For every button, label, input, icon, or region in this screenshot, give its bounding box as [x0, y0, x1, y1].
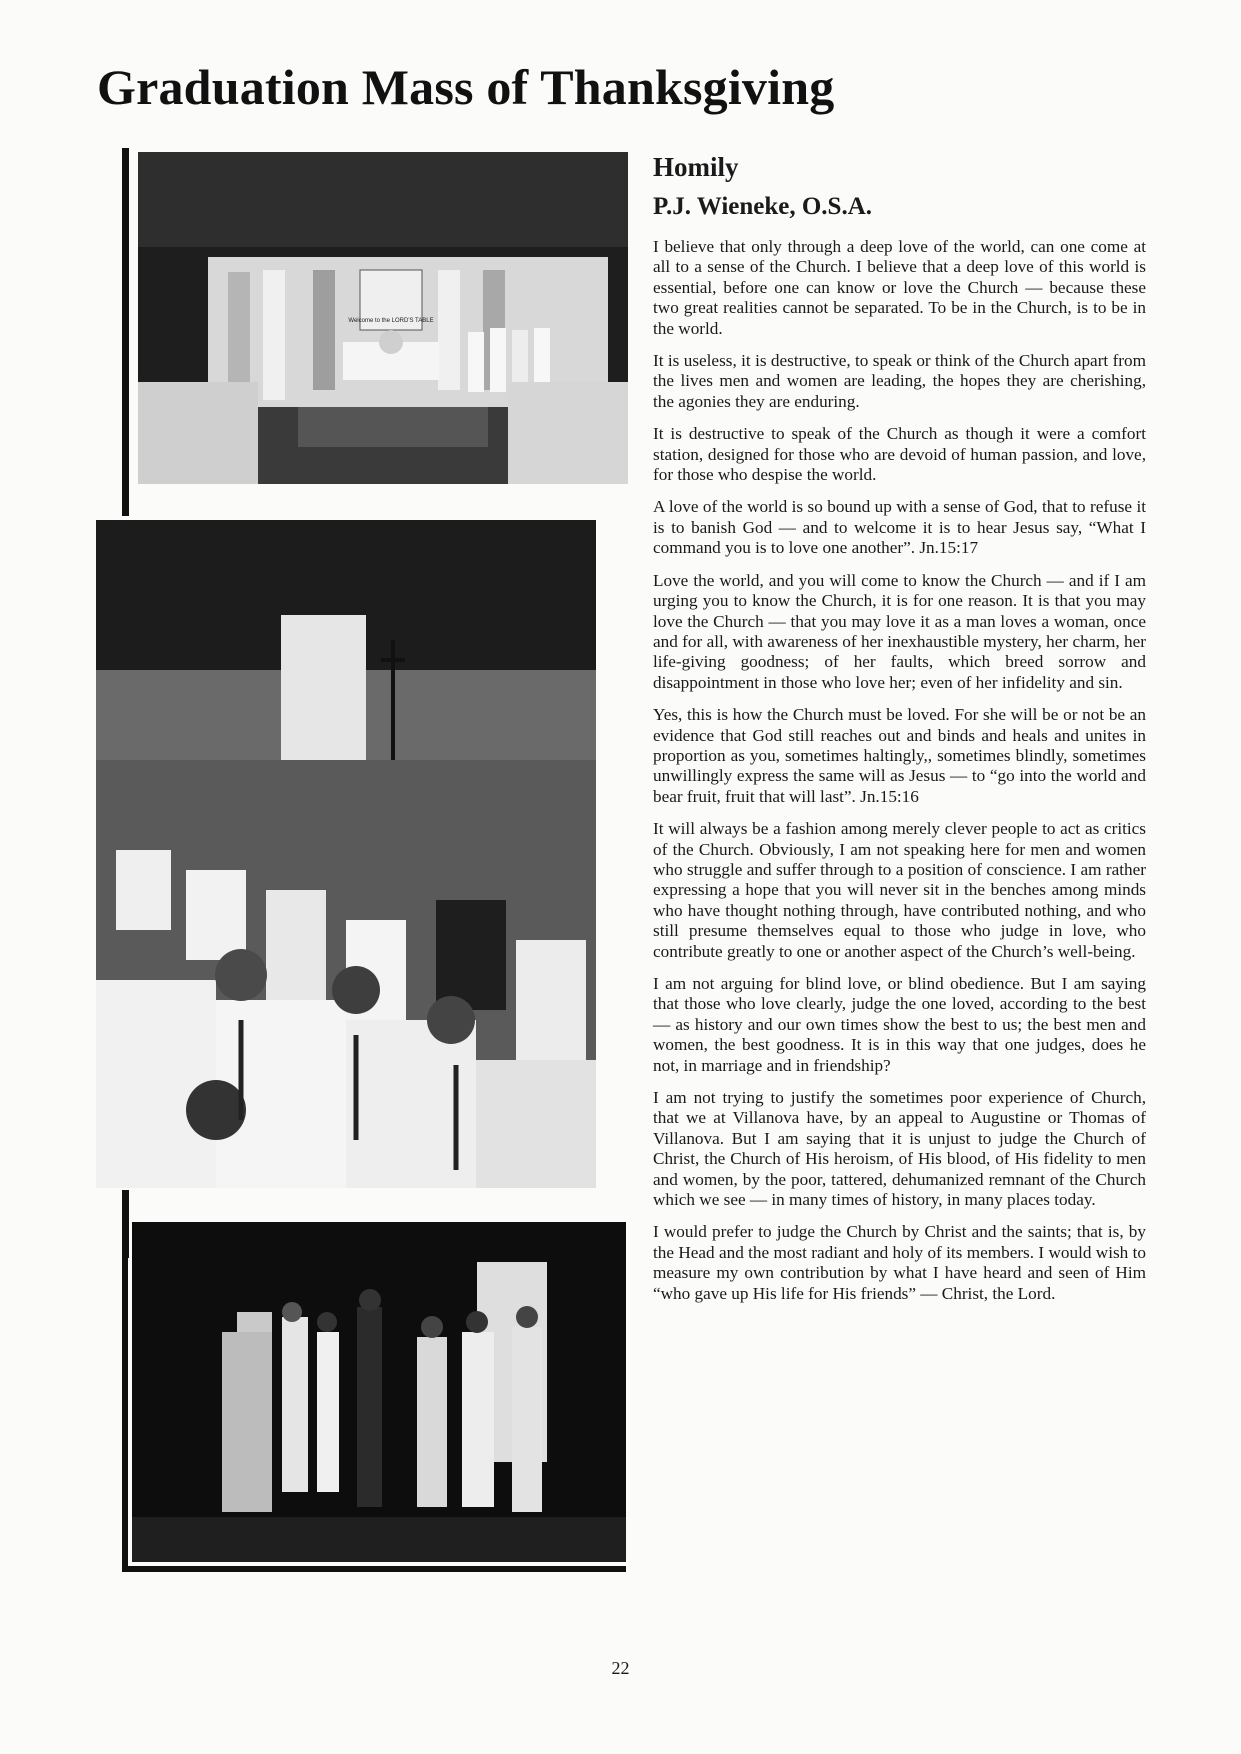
homily-article	[653, 152, 1146, 1316]
photo-frame-rule-bottom	[122, 1566, 626, 1572]
article-heading: Homily	[653, 152, 739, 182]
stage-altar-illustration	[138, 152, 628, 484]
photo-congregation	[96, 520, 596, 1188]
paragraph-6: Yes, this is how the Church must be loved. For she will be or not be an evidence that God still reaches out and binds and heals and unites in proportion as you, sometimes haltingly,, sometimes blindly, sometimes unwillingly express the same will as Jesus — to “go into the world and bear fruit, fruit that will last”. Jn.15:16	[653, 705, 1146, 806]
paragraph-8: I am not arguing for blind love, or blind obedience. But I am saying that those who love clearly, judge the one loved, according to the best — as history and our own times show the best to us; the best men and women, the best goodness. It is in this way that one judges, does he not, in marriage and in friendship?	[653, 974, 1146, 1075]
paragraph-10: I would prefer to judge the Church by Christ and the saints; that is, by the Head and the most radiant and holy of its members. I would wish to measure my own contribution by what I have heard and seen of Him “who gave up His life for His friends” — Christ, the Lord.	[653, 1222, 1146, 1303]
page-title: Graduation Mass of Thanksgiving	[97, 59, 835, 115]
photo-stage-altar	[138, 152, 628, 484]
paragraph-3: It is destructive to speak of the Church as though it were a comfort station, designed for those who are devoid of human passion, and love, for those who despise the world.	[653, 424, 1146, 485]
paragraph-4: A love of the world is so bound up with a sense of God, that to refuse it is to banish God — and to welcome it is to hear Jesus say, “What I command you is to love one another”. Jn.15:17	[653, 497, 1146, 558]
paragraph-7: It will always be a fashion among merely clever people to act as critics of the Church. Obviously, I am not speaking here for men and women who struggle and suffer through to a position of conscience. I am rather expressing a hope that you will never sit in the benches among minds who have thought nothing through, have contributed nothing, and who still presume themselves equal to those who judge in love, who contribute greatly to one or another aspect of the Church’s well-being.	[653, 819, 1146, 961]
page-number: 22	[611, 1658, 630, 1678]
photo-frame-rule-top	[122, 148, 129, 516]
article-author: P.J. Wieneke, O.S.A.	[653, 193, 873, 220]
lectern-reading-illustration	[132, 1222, 626, 1562]
paragraph-2: It is useless, it is destructive, to speak or think of the Church apart from the lives men and women are leading, the hopes they are cherishing, the agonies they are enduring.	[653, 351, 1146, 411]
stage-banner-text: Welcome to the LORD'S TABLE	[348, 318, 434, 324]
paragraph-5: Love the world, and you will come to know the Church — and if I am urging you to know the Church, it is for one reason. It is that you may love the Church — that you may love it as a man loves a woman, once and for all, with awareness of her inexhaustible mystery, her charm, her life-giving goodness; of her faults, which breed sorrow and disappointment in those who love her; even of her infidelity and sin.	[653, 570, 1146, 692]
photo-frame-rule-bottom-left	[122, 1226, 128, 1572]
paragraph-9: I am not trying to justify the sometimes poor experience of Church, that we at Villanova have, by an appeal to Augustine or Thomas of Villanova. But I am saying that it is unjust to judge the Church of Christ, the Church of His heroism, of His blood, of His fidelity to men and women, by the poor, tattered, dehumanized remnant of the Church which we see — in many times of history, in many places today.	[653, 1088, 1146, 1210]
congregation-illustration	[96, 520, 596, 1188]
paragraph-1: I believe that only through a deep love of the world, can one come at all to a sense of the Church. I believe that a deep love of this world is essential, before one can know or love the Church — because these two great realities cannot be separated. To be in the Church, is to be in the world.	[653, 237, 1146, 338]
photo-lectern-reading	[132, 1222, 626, 1562]
